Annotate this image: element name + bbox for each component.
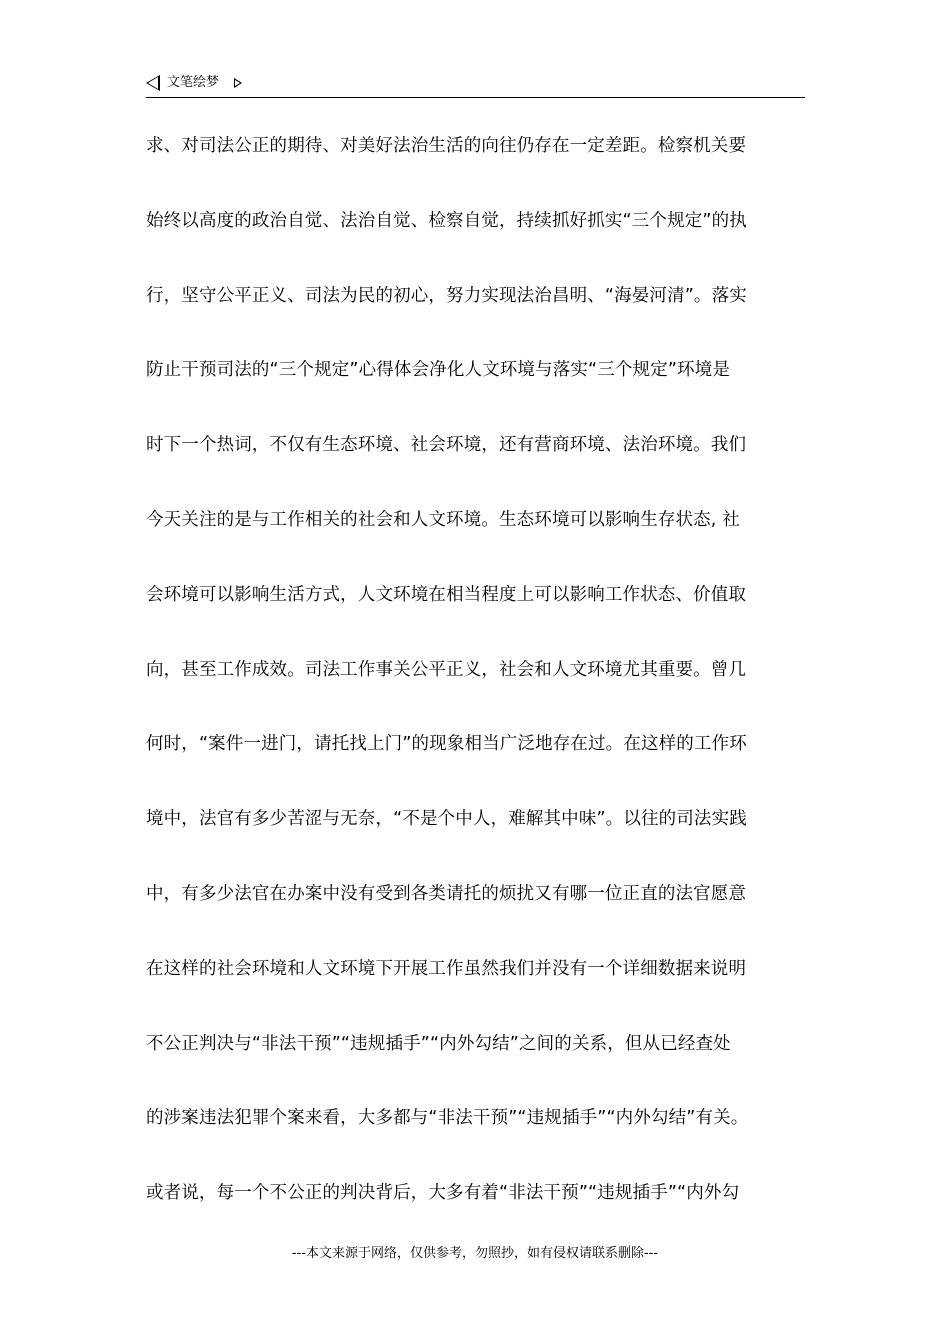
body-line: 向，甚至工作成效。司法工作事关公平正义，社会和人文环境尤其重要。曾几 (146, 659, 747, 680)
body-line: 不公正判决与“非法干预”“违规插手”“内外勾结”之间的关系，但从已经查处 (146, 1033, 731, 1054)
body-line: 中，有多少法官在办案中没有受到各类请托的烦扰又有哪一位正直的法官愿意 (146, 883, 747, 904)
body-line: 何时，“案件一进门，请托找上门”的现象相当广泛地存在过。在这样的工作环 (146, 734, 747, 755)
body-line: 今天关注的是与工作相关的社会和人文环境。生态环境可以影响生存状态, 社 (146, 509, 740, 530)
body-line: 或者说，每一个不公正的判决背后，大多有着“非法干预”“违规插手”“内外勾 (146, 1183, 740, 1204)
header-divider (146, 97, 805, 98)
body-line: 会环境可以影响生活方式，人文环境在相当程度上可以影响工作状态、价值取 (146, 584, 747, 605)
body-line: 始终以高度的政治自觉、法治自觉、检察自觉，持续抓好抓实“三个规定”的执 (146, 210, 747, 231)
right-triangle-icon (234, 78, 242, 88)
document-body (146, 131, 808, 1253)
body-line: 防止干预司法的“三个规定”心得体会净化人文环境与落实“三个规定”环境是 (146, 360, 731, 381)
body-line: 时下一个热词，不仅有生态环境、社会环境，还有营商环境、法治环境。我们 (146, 435, 747, 456)
body-line: 境中，法官有多少苦涩与无奈，“不是个中人，难解其中味”。以往的司法实践 (146, 809, 747, 830)
page-header (146, 74, 805, 96)
body-line: 行，坚守公平正义、司法为民的初心，努力实现法治昌明、“海晏河清”。落实 (146, 285, 747, 306)
body-line: 在这样的社会环境和人文环境下开展工作虽然我们并没有一个详细数据来说明 (146, 958, 747, 979)
left-triangle-icon (146, 75, 160, 91)
header-title: 文笔绘梦 (167, 75, 220, 90)
footer-disclaimer: ---本文来源于网络，仅供参考，勿照抄，如有侵权请联系删除--- (291, 1246, 659, 1261)
body-line: 求、对司法公正的期待、对美好法治生活的向往仍存在一定差距。检察机关要 (146, 136, 747, 156)
body-line: 的涉案违法犯罪个案来看，大多都与“非法干预”“违规插手”“内外勾结”有关。 (146, 1108, 749, 1129)
